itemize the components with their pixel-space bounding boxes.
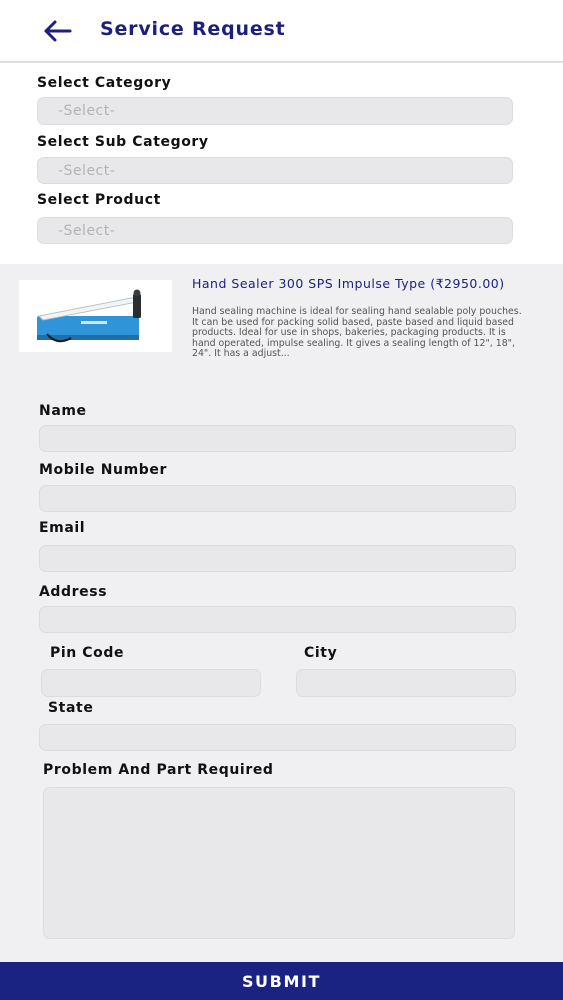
app-header bbox=[0, 0, 563, 62]
name-label: Name bbox=[39, 403, 87, 419]
select-product-label: Select Product bbox=[37, 192, 161, 208]
city-label: City bbox=[304, 645, 338, 661]
select-category-dropdown[interactable]: -Select- bbox=[37, 97, 513, 125]
pin-code-input[interactable] bbox=[41, 669, 261, 697]
submit-button[interactable]: SUBMIT bbox=[0, 962, 563, 1000]
product-name: Hand Sealer 300 SPS Impulse Type (₹2950.00) bbox=[192, 276, 505, 291]
select-sub-category-label: Select Sub Category bbox=[37, 134, 209, 150]
problem-textarea[interactable] bbox=[43, 787, 515, 939]
select-category-label: Select Category bbox=[37, 75, 172, 91]
address-label: Address bbox=[39, 584, 108, 600]
select-product-dropdown[interactable]: -Select- bbox=[37, 217, 513, 244]
name-input[interactable] bbox=[39, 425, 516, 452]
select-sub-category-dropdown[interactable]: -Select- bbox=[37, 157, 513, 184]
city-input[interactable] bbox=[296, 669, 516, 697]
product-description: Hand sealing machine is ideal for sealing hand sealable poly pouches. It can be used for packing solid based, paste based and liquid based products. Ideal for use in shops, bakeries, packaging products. It is hand operated, impulse sealing. It gives a sealing length of 12", 18", 24". It has a adjust... bbox=[192, 306, 522, 360]
mobile-number-input[interactable] bbox=[39, 485, 516, 512]
pin-code-label: Pin Code bbox=[50, 645, 125, 661]
email-label: Email bbox=[39, 520, 86, 536]
email-input[interactable] bbox=[39, 545, 516, 572]
page-title: Service Request bbox=[100, 18, 286, 40]
mobile-number-label: Mobile Number bbox=[39, 462, 168, 478]
state-label: State bbox=[48, 700, 94, 716]
product-image bbox=[19, 280, 172, 352]
hand-sealer-image bbox=[19, 280, 172, 352]
problem-label: Problem And Part Required bbox=[43, 762, 274, 778]
arrow-left-icon[interactable] bbox=[40, 16, 74, 46]
product-card bbox=[0, 270, 563, 385]
state-input[interactable] bbox=[39, 724, 516, 751]
address-input[interactable] bbox=[39, 606, 516, 633]
